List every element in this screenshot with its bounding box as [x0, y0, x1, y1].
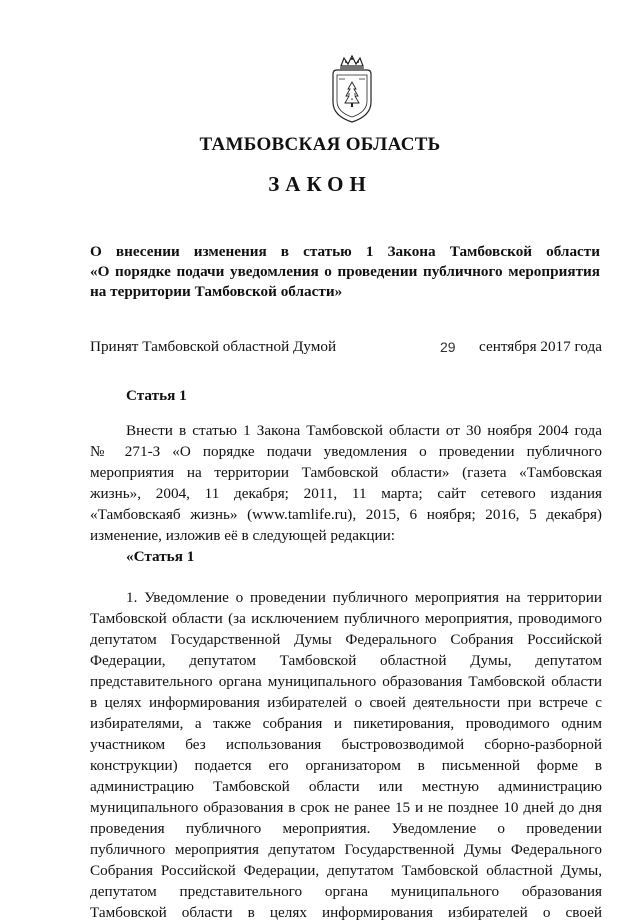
body-line: в целях информирования избирателей о своей деятельности при встрече с: [90, 694, 602, 711]
quoted-article-heading: «Статья 1: [126, 548, 195, 565]
subject-line: на территории Тамбовской области»: [90, 283, 343, 300]
body-line: проведения публичного мероприятия. Уведомление о проведении: [90, 820, 602, 837]
adoption-month-year: сентября 2017 года: [479, 338, 602, 355]
body-line: муниципального образования в срок не ранее 15 и не позднее 10 дней до дня: [90, 799, 602, 816]
body-line: администрацию Тамбовской области или местную администрацию: [90, 778, 602, 795]
body-line: избирателями, а также собрания и пикетирования, проводимого одним: [90, 715, 602, 732]
body-line: представительного органа муниципального образования Тамбовской области: [90, 673, 602, 690]
body-line: Федерации, депутатом Тамбовской областной Думы, депутатом: [90, 652, 602, 669]
adopted-by: Принят Тамбовской областной Думой: [90, 338, 337, 355]
body-line: мероприятия на территории Тамбовской области» (газета «Тамбовская: [90, 464, 602, 481]
body-line: Внести в статью 1 Закона Тамбовской области от 30 ноября 2004 года: [126, 422, 602, 439]
subject-line: «О порядке подачи уведомления о проведении публичного мероприятия: [90, 263, 600, 280]
body-line: Тамбовской области в целях информирования избирателей о своей: [90, 904, 602, 921]
body-line: Тамбовской области (за исключением публичного мероприятия, проводимого: [90, 610, 602, 627]
body-line: изменение, изложив её в следующей редакции:: [90, 527, 395, 544]
law-title: ЗАКОН: [268, 172, 372, 196]
subject-line: О внесении изменения в статью 1 Закона Тамбовской области: [90, 243, 600, 260]
adoption-line: [90, 338, 602, 360]
body-line: депутатом представительного органа муниципального образования: [90, 883, 602, 900]
body-line: Собрания Российской Федерации, депутатом Тамбовской областной Думы,: [90, 862, 602, 879]
coat-of-arms-icon: [327, 52, 377, 124]
body-line: 1. Уведомление о проведении публичного мероприятия на территории: [126, 589, 602, 606]
body-line: публичного мероприятия депутатом Государственной Думы Федерального: [90, 841, 602, 858]
body-line: участником без использования быстровозводимой сборно-разборной: [90, 736, 602, 753]
article-body: [90, 420, 602, 923]
article-heading: Статья 1: [126, 387, 187, 404]
body-line: жизнь», 2004, 11 декабря; 2011, 11 марта; сайт сетевого издания: [90, 485, 602, 502]
body-line: конструкции) подается его организатором в письменной форме в: [90, 757, 602, 774]
region-title: ТАМБОВСКАЯ ОБЛАСТЬ: [199, 134, 441, 155]
law-subject: [90, 242, 600, 302]
body-line: депутатом Государственной Думы Федерального Собрания Российской: [90, 631, 602, 648]
body-line: № 271-З «О порядке подачи уведомления о проведении публичного: [90, 443, 602, 460]
body-line: «Тамбовскаяб жизнь» (www.tamlife.ru), 2015, 6 ноября; 2016, 5 декабря): [90, 506, 602, 523]
coat-of-arms-emblem: [327, 52, 377, 124]
adoption-day: 29: [440, 339, 456, 355]
